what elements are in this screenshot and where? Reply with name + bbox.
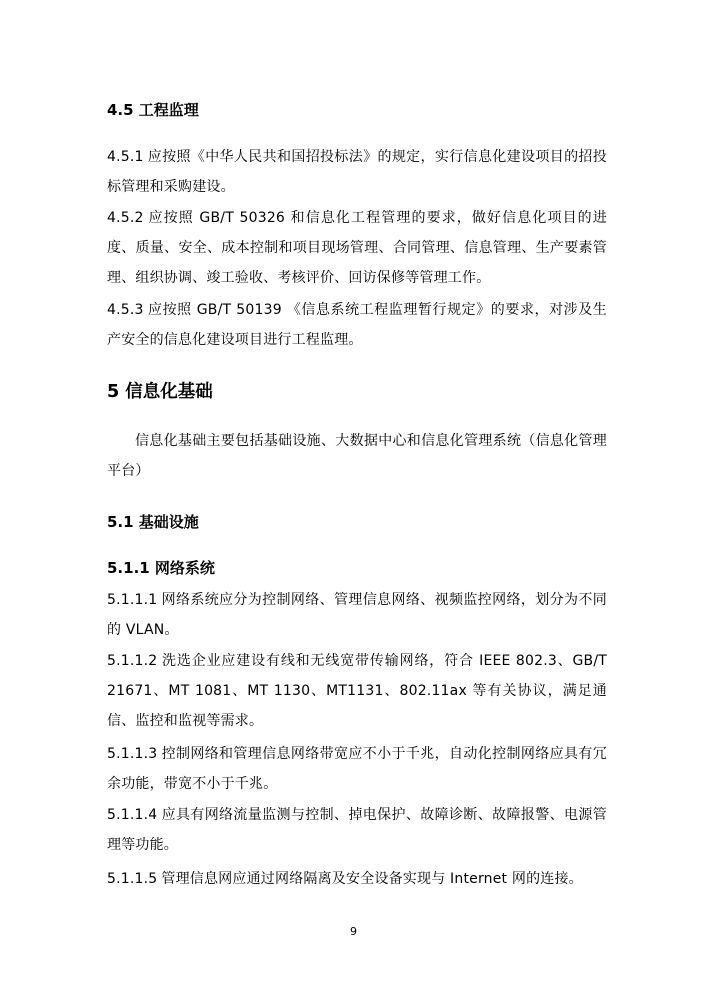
clause-5-1-1-3 xyxy=(107,739,607,799)
clause-text: 网络系统应分为控制网络、管理信息网络、视频监控网络，划分为不同的 VLAN。 xyxy=(107,592,607,638)
section-heading-4-5: 4.5 工程监理 xyxy=(107,101,199,119)
clause-4-5-2 xyxy=(107,203,607,293)
clause-text: 应按照《中华人民共和国招投标法》的规定，实行信息化建设项目的招投标管理和采购建设。 xyxy=(107,149,607,195)
clause-number: 5.1.1.4 xyxy=(107,807,158,823)
clause-number: 5.1.1.2 xyxy=(107,653,158,669)
clause-5-1-1-1 xyxy=(107,585,607,645)
clause-number: 4.5.3 xyxy=(107,302,144,318)
clause-4-5-3 xyxy=(107,295,607,355)
clause-text: 应按照 GB/T 50326 和信息化工程管理的要求，做好信息化项目的进度、质量、安全、成本控制和项目现场管理、合同管理、信息管理、生产要素管理、组织协调、竣工验收、考核评价、回访保修等管理工作。 xyxy=(107,210,607,286)
clause-text: 洗选企业应建设有线和无线宽带传输网络，符合 IEEE 802.3、GB/T 21671、MT 1081、MT 1130、MT1131、802.11ax 等有关协议，满足通信、监控和监视等需求。 xyxy=(107,653,607,729)
section-heading-5-1-1: 5.1.1 网络系统 xyxy=(107,559,215,577)
clause-text: 管理信息网应通过网络隔离及安全设备实现与 Internet 网的连接。 xyxy=(161,871,583,887)
clause-number: 5.1.1.1 xyxy=(107,592,158,608)
clause-number: 4.5.2 xyxy=(107,210,144,226)
clause-number: 5.1.1.3 xyxy=(107,746,158,762)
clause-number: 5.1.1.5 xyxy=(107,871,158,887)
chapter-heading-5: 5 信息化基础 xyxy=(107,382,213,402)
section-heading-5-1: 5.1 基础设施 xyxy=(107,513,199,531)
clause-text: 应按照 GB/T 50139 《信息系统工程监理暂行规定》的要求，对涉及生产安全的信息化建设项目进行工程监理。 xyxy=(107,302,607,348)
clause-4-5-1 xyxy=(107,142,607,202)
clause-5-1-1-5 xyxy=(107,864,607,894)
clause-text: 应具有网络流量监测与控制、掉电保护、故障诊断、故障报警、电源管理等功能。 xyxy=(107,807,607,853)
chapter-5-intro: 信息化基础主要包括基础设施、大数据中心和信息化管理系统（信息化管理平台） xyxy=(107,433,607,479)
page-number: 9 xyxy=(350,925,357,938)
clause-text: 控制网络和管理信息网络带宽应不小于千兆，自动化控制网络应具有冗余功能，带宽不小于千兆。 xyxy=(107,746,607,792)
clause-5-1-1-2 xyxy=(107,646,607,736)
clause-number: 4.5.1 xyxy=(107,149,144,165)
clause-5-1-1-4 xyxy=(107,800,607,860)
